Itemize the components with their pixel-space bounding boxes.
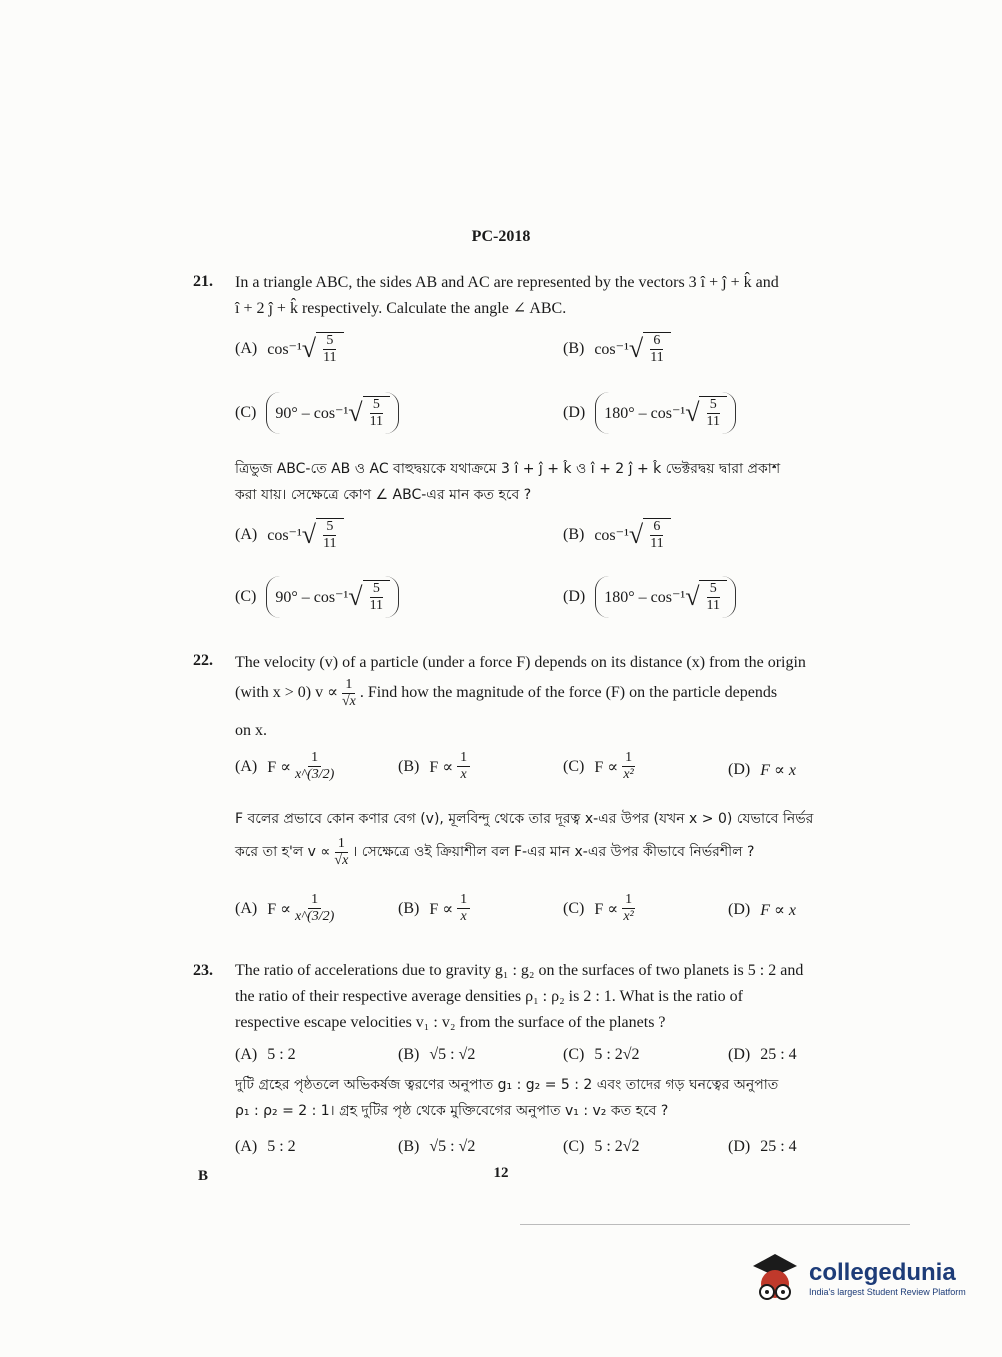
- proportional: F ∝: [594, 758, 619, 776]
- option-label: (A): [235, 340, 258, 357]
- option-label: (B): [398, 899, 420, 917]
- q21-en-option-a: [235, 332, 344, 366]
- expression-prefix: 180° – cos⁻¹: [604, 589, 686, 606]
- question-21-text-bn: [235, 456, 875, 508]
- option-value: 5 : 2: [267, 1046, 296, 1063]
- proportional: F ∝: [429, 758, 454, 776]
- question-22-text-en: [235, 650, 865, 744]
- q21-en-option-b: [563, 332, 671, 366]
- q23-bn-option-a: [235, 1138, 296, 1156]
- numerator: 1: [457, 892, 470, 909]
- proportional: F ∝: [594, 900, 619, 918]
- numerator: 5: [370, 581, 383, 598]
- line-2-end: . Find how the magnitude of the force (F) on the particle depends: [359, 684, 778, 701]
- question-23-number: 23.: [193, 962, 213, 979]
- option-label: (B): [563, 340, 585, 357]
- fraction: [295, 892, 334, 925]
- option-value: 5 : 2√2: [594, 1046, 640, 1063]
- option-label: (D): [563, 588, 586, 605]
- numerator: 1: [308, 750, 321, 767]
- logo-name: collegedunia: [809, 1259, 956, 1286]
- q23-en-option-a: [235, 1046, 296, 1064]
- numerator: 1: [308, 892, 321, 909]
- sqrt-fraction: √ $\frac{6}{11}$: [629, 332, 671, 366]
- page-number: 12: [493, 1165, 509, 1181]
- numerator: 5: [323, 519, 336, 536]
- option-label: (A): [235, 757, 258, 775]
- cos-inverse: cos⁻¹: [594, 341, 629, 358]
- expression-prefix: 90° – cos⁻¹: [275, 405, 349, 422]
- q21-bn-option-d: [563, 576, 736, 618]
- question-22-line-3: on x.: [235, 722, 267, 739]
- q21-en-option-c: [235, 392, 399, 434]
- q21-en-option-d: [563, 392, 736, 434]
- option-label: (A): [235, 526, 258, 543]
- sqrt-fraction: √ $\frac{5}{11}$: [685, 396, 727, 430]
- question-21-number: 21.: [193, 273, 213, 290]
- denominator: x^(3/2): [294, 767, 335, 782]
- expression-prefix: 180° – cos⁻¹: [604, 405, 686, 422]
- cos-inverse: cos⁻¹: [594, 527, 629, 544]
- q22-en-option-c: [563, 750, 639, 783]
- q21-bn-option-a: [235, 518, 344, 552]
- option-value: 25 : 4: [760, 1046, 797, 1063]
- logo-tagline: India's largest Student Review Platform: [809, 1287, 966, 1297]
- bracket-expression: [266, 392, 399, 434]
- denominator: 11: [369, 598, 384, 613]
- option-label: (C): [563, 1138, 585, 1155]
- option-value: F ∝ x: [760, 762, 796, 779]
- option-value: 5 : 2: [267, 1138, 296, 1155]
- fraction: [622, 892, 635, 925]
- q22-bn-option-a: [235, 892, 338, 925]
- numerator: 1: [622, 892, 635, 909]
- q23-en-option-b: [398, 1046, 475, 1064]
- numerator: 1: [457, 750, 470, 767]
- option-label: (B): [398, 1046, 420, 1063]
- question-23-bn-line-1: দুটি গ্রহের পৃষ্ঠতলে অভিকর্ষজ ত্বরণের অনুপাত g₁ : g₂ = 5 : 2 এবং তাদের গড় ঘনত্বের অনুপাত: [235, 1077, 779, 1093]
- proportional: F ∝: [267, 900, 291, 918]
- bn-line-2-end: । সেক্ষেত্রে ওই ক্রিয়াশীল বল F-এর মান x-এর উপর কীভাবে নির্ভরশীল ?: [352, 844, 755, 860]
- question-23-line-2: the ratio of their respective average densities ρ₁ : ρ₂ is 2 : 1. What is the ratio of: [235, 988, 744, 1005]
- option-label: (B): [398, 1138, 420, 1155]
- question-22-text-bn: [235, 806, 875, 872]
- denominator: 11: [369, 414, 384, 429]
- bn-line-2-start: করে তা হ'ল v ∝: [235, 844, 331, 860]
- denominator: √x: [341, 693, 356, 709]
- option-value: F ∝ x: [760, 902, 796, 919]
- q23-bn-option-b: [398, 1138, 475, 1156]
- denominator: 11: [323, 350, 337, 365]
- fraction: [622, 750, 635, 783]
- question-23-bn-line-2: ρ₁ : ρ₂ = 2 : 1। গ্রহ দুটির পৃষ্ঠ থেকে মুক্তিবেগের অনুপাত v₁ : v₂ কত হবে ?: [235, 1103, 669, 1119]
- q22-en-option-a: [235, 750, 338, 783]
- fraction: [295, 750, 334, 783]
- page-title: PC-2018: [471, 228, 531, 245]
- option-label: (C): [235, 404, 257, 421]
- question-23-text-bn: [235, 1072, 875, 1124]
- numerator: 1: [335, 836, 348, 853]
- option-label: (C): [563, 757, 585, 775]
- denominator: 11: [323, 536, 337, 551]
- q22-bn-option-d: [728, 900, 796, 920]
- option-label: (A): [235, 899, 258, 917]
- option-label: (C): [563, 899, 585, 917]
- denominator: x²: [623, 767, 634, 782]
- denominator: 11: [706, 414, 720, 429]
- footer-divider: [520, 1224, 910, 1225]
- sqrt-fraction: √ $\frac{5}{11}$: [348, 580, 390, 614]
- option-label: (D): [563, 404, 586, 421]
- option-label: (A): [235, 1138, 258, 1155]
- option-label: (C): [235, 588, 257, 605]
- question-21-text-en: [235, 270, 865, 322]
- question-21-line-2: î + 2 ĵ + k̂ respectively. Calculate the angle ∠ ABC.: [235, 300, 567, 317]
- numerator: 5: [707, 581, 720, 598]
- q22-bn-option-b: [398, 892, 474, 925]
- sqrt-fraction: √ $\frac{5}{11}$: [685, 580, 727, 614]
- numerator: 1: [622, 750, 635, 767]
- option-label: (D): [728, 901, 751, 918]
- proportional: F ∝: [429, 900, 454, 918]
- question-23-text-en: [235, 958, 865, 1036]
- numerator: 5: [370, 397, 383, 414]
- option-label: (C): [563, 1046, 585, 1063]
- cos-inverse: cos⁻¹: [267, 527, 302, 544]
- sqrt-fraction: √ $\frac{5}{11}$: [348, 396, 390, 430]
- denominator: x²: [623, 909, 634, 924]
- q21-bn-option-b: [563, 518, 671, 552]
- option-label: (A): [235, 1046, 258, 1063]
- bracket-expression: [595, 576, 736, 618]
- question-21-bn-line-2: করা যায়। সেক্ষেত্রে কোণ ∠ ABC-এর মান কত হবে ?: [235, 487, 532, 503]
- q22-en-option-d: [728, 760, 796, 780]
- numerator: 6: [650, 519, 663, 536]
- denominator: x: [460, 909, 467, 924]
- mascot-icon: [745, 1250, 805, 1306]
- q23-en-option-d: [728, 1046, 797, 1064]
- numerator: 6: [650, 333, 663, 350]
- line-2-start: (with x > 0) v ∝: [235, 684, 338, 701]
- denominator: x^(3/2): [294, 909, 335, 924]
- option-value: 25 : 4: [760, 1138, 797, 1155]
- option-label: (D): [728, 761, 751, 778]
- question-23-line-3: respective escape velocities v₁ : v₂ from the surface of the planets ?: [235, 1014, 666, 1031]
- q23-en-option-c: [563, 1046, 640, 1064]
- question-22-bn-line-2: [235, 832, 875, 872]
- sqrt-fraction: √ $\frac{6}{11}$: [629, 518, 671, 552]
- fraction: [457, 892, 470, 925]
- q22-bn-option-c: [563, 892, 639, 925]
- q23-bn-option-c: [563, 1138, 640, 1156]
- option-label: (B): [563, 526, 585, 543]
- option-label: (B): [398, 757, 420, 775]
- fraction: [457, 750, 470, 783]
- q22-en-option-b: [398, 750, 474, 783]
- numerator: 5: [707, 397, 720, 414]
- question-21-bn-line-1: ত্রিভুজ ABC-তে AB ও AC বাহুদ্বয়কে যথাক্রমে 3 î + ĵ + k̂ ও î + 2 ĵ + k̂ ভেক্টরদ্বয় দ্বারা প্রকাশ: [235, 461, 781, 477]
- question-22-number: 22.: [193, 652, 213, 669]
- cos-inverse: cos⁻¹: [267, 341, 302, 358]
- question-23-line-1: The ratio of accelerations due to gravity g₁ : g₂ on the surfaces of two planets is 5 : 2 and: [235, 962, 804, 979]
- sqrt-fraction: √ $\frac{5}{11}$: [302, 332, 344, 366]
- denominator: x: [460, 767, 467, 782]
- option-value: √5 : √2: [429, 1138, 476, 1155]
- question-22-line-1: The velocity (v) of a particle (under a force F) depends on its distance (x) from the origin: [235, 654, 806, 671]
- sqrt-fraction: √ $\frac{5}{11}$: [302, 518, 344, 552]
- fraction: [342, 677, 356, 710]
- question-21-line-1: In a triangle ABC, the sides AB and AC are represented by the vectors 3 î + ĵ + k̂ and: [235, 274, 779, 291]
- bracket-expression: [595, 392, 736, 434]
- q21-bn-option-c: [235, 576, 399, 618]
- denominator: √x: [334, 852, 349, 868]
- bracket-expression: [266, 576, 399, 618]
- numerator: 1: [342, 677, 355, 694]
- proportional: F ∝: [267, 758, 291, 776]
- booklet-set-label: B: [198, 1168, 209, 1184]
- denominator: 11: [650, 536, 664, 551]
- option-label: (D): [728, 1138, 751, 1155]
- expression-prefix: 90° – cos⁻¹: [275, 589, 349, 606]
- question-22-line-2: [235, 676, 865, 710]
- collegedunia-logo: [745, 1250, 966, 1306]
- option-value: √5 : √2: [429, 1046, 476, 1063]
- question-22-bn-line-1: F বলের প্রভাবে কোন কণার বেগ (v), মূলবিন্দু থেকে তার দূরত্ব x-এর উপর (যখন x > 0) যেভাবে নির্ভর: [235, 811, 814, 827]
- denominator: 11: [650, 350, 664, 365]
- numerator: 5: [323, 333, 336, 350]
- q23-bn-option-d: [728, 1138, 797, 1156]
- option-value: 5 : 2√2: [594, 1138, 640, 1155]
- denominator: 11: [706, 598, 720, 613]
- option-label: (D): [728, 1046, 751, 1063]
- fraction: [334, 836, 348, 869]
